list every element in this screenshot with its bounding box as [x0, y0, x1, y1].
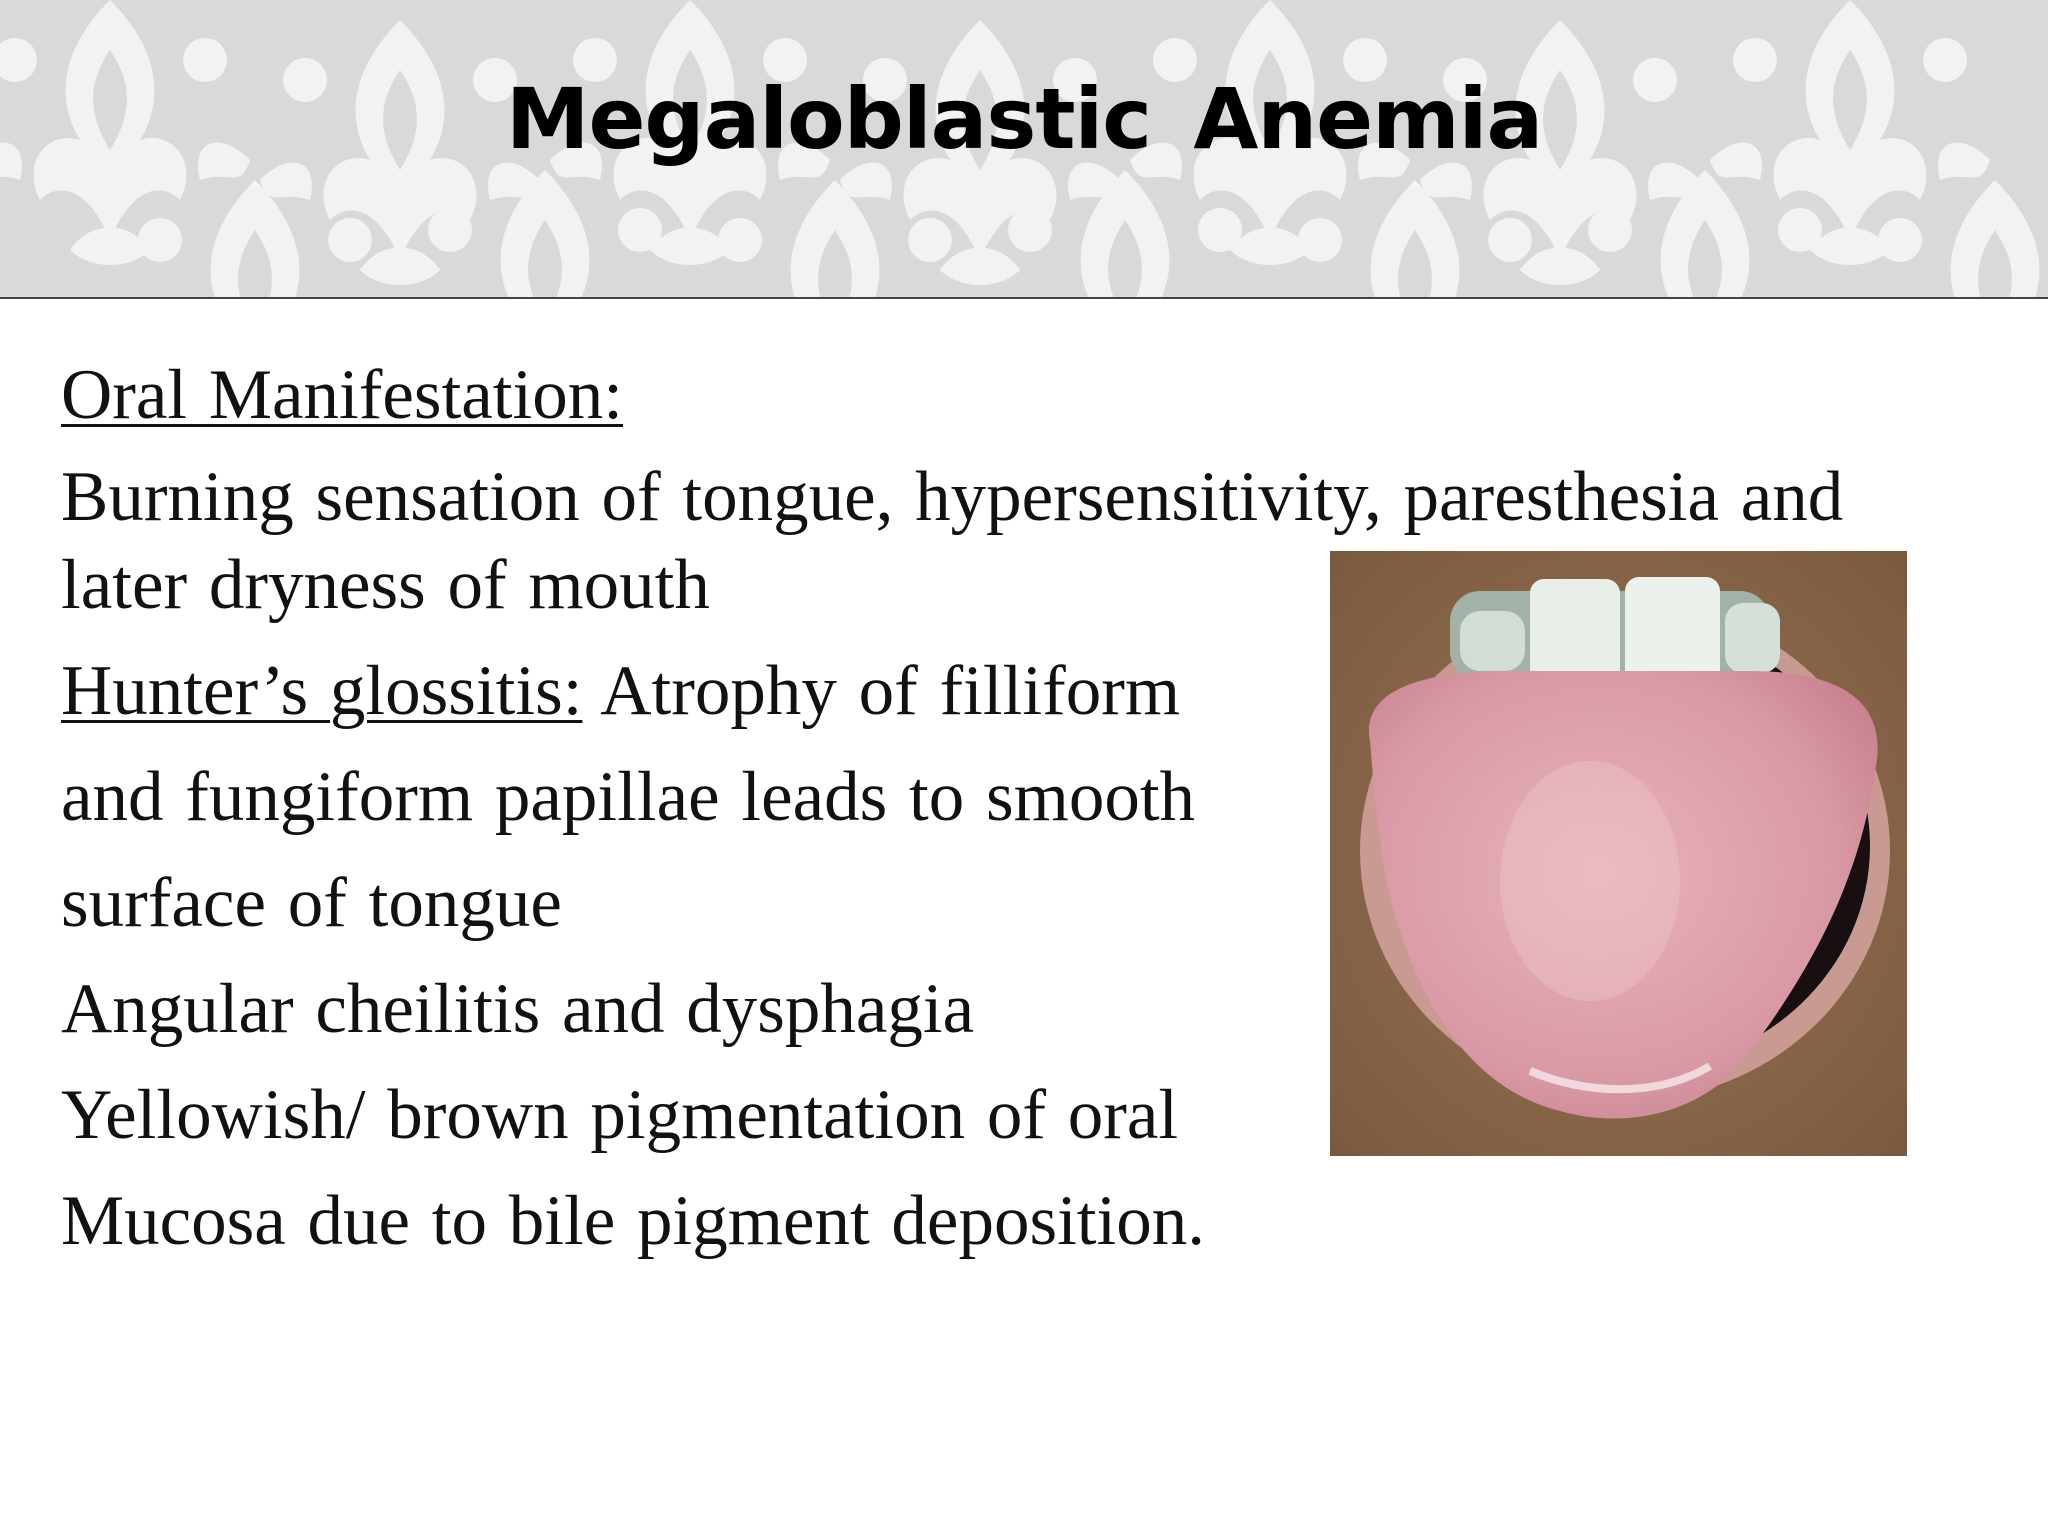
text-line-yellowish: Yellowish/ brown pigmentation of oral [61, 1076, 1179, 1154]
slide-title: Megaloblastic Anemia [505, 70, 1543, 168]
text-line-surface: surface of tongue [61, 864, 562, 942]
text-line-mucosa: Mucosa due to bile pigment deposition. [61, 1182, 1206, 1260]
hunters-glossitis-label: Hunter’s glossitis: [61, 652, 583, 730]
hunters-glossitis-text: Atrophy of filliform [582, 652, 1181, 730]
header-divider [0, 297, 2048, 299]
text-line-fungiform: and fungiform papillae leads to smooth [61, 758, 1196, 836]
text-line-hunter [61, 652, 1181, 730]
header-banner [0, 0, 2048, 298]
tongue-photo [1330, 551, 1907, 1156]
text-line-burning: Burning sensation of tongue, hypersensitivity, paresthesia and [61, 458, 1844, 536]
text-line-dryness: later dryness of mouth [61, 546, 710, 624]
oral-manifestation-heading: Oral Manifestation: [61, 356, 623, 434]
text-line-angular: Angular cheilitis and dysphagia [61, 970, 975, 1048]
